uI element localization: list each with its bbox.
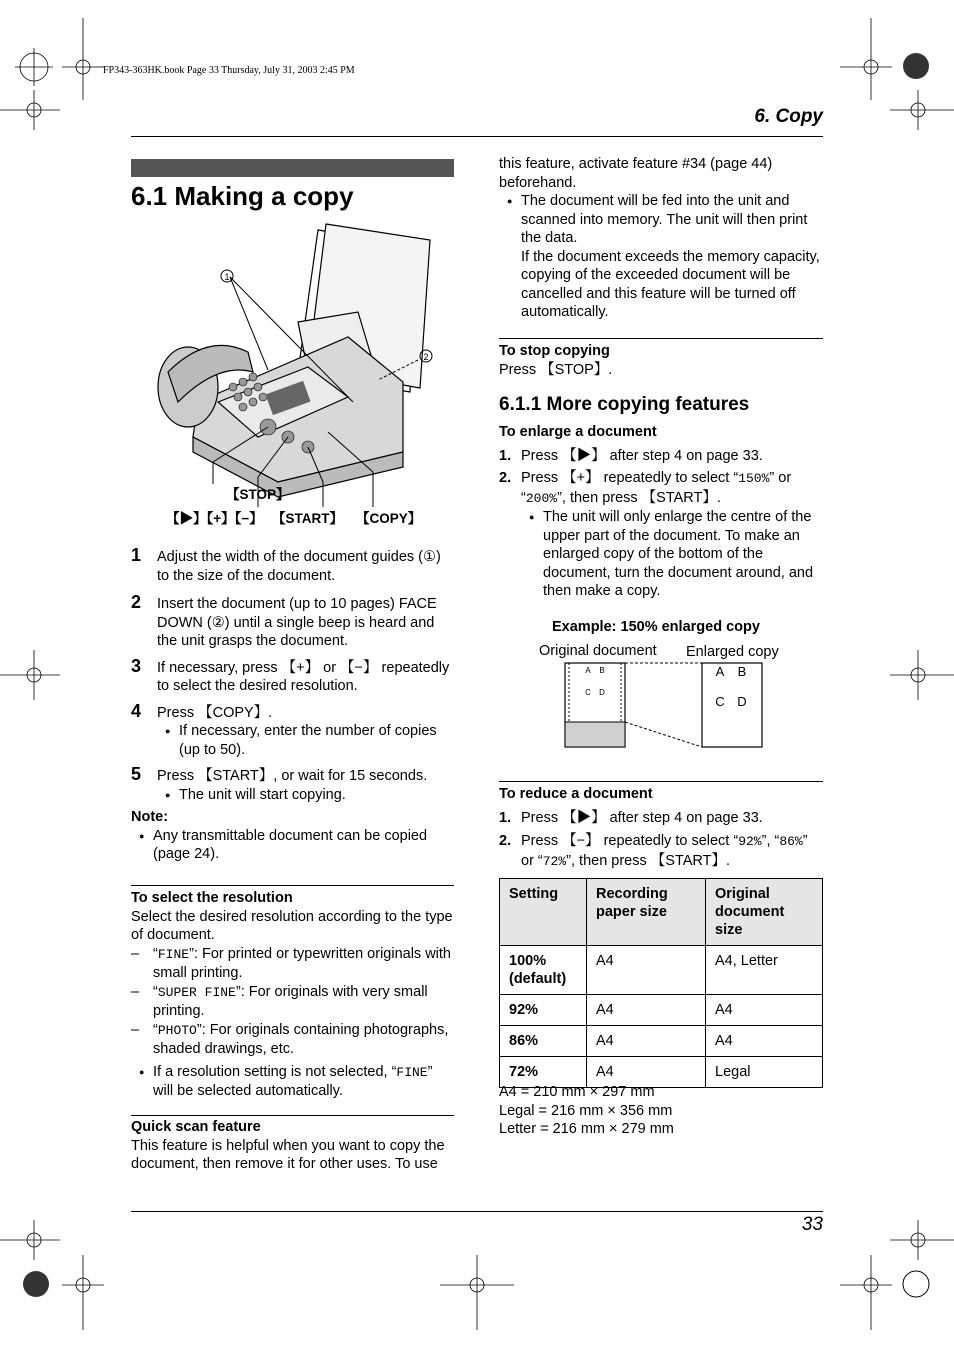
quickscan-continued	[499, 155, 823, 322]
section-title: 6. Copy	[754, 106, 823, 127]
rule-quickscan	[131, 1115, 454, 1116]
table-cell: 92%	[500, 995, 587, 1026]
size-a4: A4 = 210 mm × 297 mm	[499, 1084, 655, 1100]
table-header: Setting	[500, 879, 587, 946]
reduce-step-1: 1. Press 【▶】 after step 4 on page 33.	[499, 809, 763, 826]
table-cell: A4, Letter	[706, 946, 823, 995]
quickscan-text: This feature is helpful when you want to copy the document, then remove it for other uses. To use	[131, 1137, 445, 1172]
enlarged-copy-label: Enlarged copy	[686, 644, 779, 660]
original-doc-label: Original document	[539, 643, 657, 659]
table-cell: A4	[587, 946, 706, 995]
page-number: 33	[801, 1214, 823, 1235]
table-header: Recording paper size	[587, 879, 706, 946]
step-4-bullet: ● If necessary, enter the number of copies (up to 50).	[157, 722, 454, 759]
rule-reduce	[499, 781, 823, 782]
table-row	[500, 946, 823, 995]
callout-2: 2	[423, 352, 429, 362]
stop-text: Press 【STOP】.	[499, 361, 613, 378]
resolution-section	[131, 889, 454, 1101]
res-option-photo: – “PHOTO”: For originals containing photographs, shaded drawings, etc.	[131, 1021, 454, 1059]
table-cell: A4	[706, 995, 823, 1026]
step-1: 1 Adjust the width of the document guides (①) to the size of the document.	[131, 545, 441, 584]
file-info: FP343-363HK.book Page 33 Thursday, July 31, 2003 2:45 PM	[103, 65, 355, 76]
rule-resolution	[131, 885, 454, 886]
header-rule	[131, 136, 823, 137]
table-cell: 100% (default)	[500, 946, 587, 995]
quickscan-cont-text: this feature, activate feature #34 (page 44) beforehand.	[499, 156, 773, 191]
step-5-bullet: ● The unit will start copying.	[157, 786, 454, 805]
more-features-heading: 6.1.1 More copying features	[499, 394, 750, 415]
enlarge-section	[499, 393, 823, 601]
example-title: Example: 150% enlarged copy	[552, 619, 760, 635]
step-5: 5 Press 【START】, or wait for 15 seconds. ● The unit will start copying.	[131, 767, 454, 804]
quickscan-bullet: ● The document will be fed into the unit and scanned into memory. The unit will then print the data. If the document exceeds the memory capacity, copying of the exceeded document will be cancelled and this feature will be turned off automatically.	[499, 192, 823, 322]
enl-letter-d: D	[737, 694, 747, 709]
rule-stop	[499, 338, 823, 339]
table-cell: 86%	[500, 1026, 587, 1057]
reduction-table	[499, 878, 823, 1088]
table-header-row	[500, 879, 823, 946]
page-title: 6.1 Making a copy	[131, 181, 354, 211]
enlarge-step-1: 1. Press 【▶】 after step 4 on page 33.	[499, 447, 763, 464]
title-bar	[131, 159, 454, 177]
enlarge-bullet: ● The unit will only enlarge the centre of the upper part of the document. To make an enlarged copy of the bottom of the document, turn the document around, and then make a copy.	[521, 508, 823, 601]
table-cell: A4	[587, 1026, 706, 1057]
resolution-heading: To select the resolution	[131, 890, 293, 906]
orig-letter-c: C	[585, 688, 591, 697]
table-cell: 72%	[500, 1057, 587, 1088]
stop-section	[499, 342, 823, 379]
orig-letter-b: B	[599, 666, 605, 675]
steps-list	[131, 545, 454, 864]
quickscan-heading: Quick scan feature	[131, 1119, 261, 1135]
orig-letter-d: D	[599, 688, 605, 697]
res-option-superfine: – “SUPER FINE”: For originals with very small printing.	[131, 983, 454, 1021]
quickscan-section	[131, 1118, 454, 1174]
footer-rule	[131, 1211, 823, 1212]
paper-sizes	[499, 1083, 823, 1139]
enlarge-heading: To enlarge a document	[499, 424, 657, 440]
orig-letter-a: A	[585, 666, 591, 675]
table-header: Original document size	[706, 879, 823, 946]
table-row	[500, 1026, 823, 1057]
reduce-section	[499, 785, 823, 871]
callout-1: 1	[224, 272, 230, 282]
note-bullet: ● Any transmittable document can be copied (page 24).	[131, 827, 454, 864]
enlarge-step-2: 2. Press 【+】 repeatedly to select “150%” or “200%”, then press 【START】. ● The unit will only enlarge the centre of the upper part of the document. To make an enlarged copy of the bottom of the document, turn the document around, and then make a copy.	[499, 469, 823, 601]
resolution-intro: Select the desired resolution according to the type of document.	[131, 908, 453, 943]
table-cell: A4	[587, 995, 706, 1026]
size-letter: Letter = 216 mm × 279 mm	[499, 1121, 674, 1137]
enl-letter-c: C	[715, 694, 725, 709]
enlarge-example-diagram	[560, 660, 770, 752]
reduce-step-2: 2. Press 【−】 repeatedly to select “92%”, “86%” or “72%”, then press 【START】.	[499, 833, 808, 869]
stop-heading: To stop copying	[499, 343, 610, 359]
table-cell: Legal	[706, 1057, 823, 1088]
label-copy: 【COPY】	[356, 511, 422, 526]
label-stop: 【STOP】	[226, 487, 290, 502]
note-label: Note:	[131, 809, 169, 825]
fax-machine-illustration	[148, 222, 458, 512]
enl-letter-b: B	[737, 664, 747, 679]
res-option-fine: – “FINE”: For printed or typewritten originals with small printing.	[131, 945, 454, 983]
label-nav-keys: 【▶】【+】【−】	[166, 511, 263, 526]
table-cell: A4	[587, 1057, 706, 1088]
enl-letter-a: A	[715, 664, 725, 679]
size-legal: Legal = 216 mm × 356 mm	[499, 1102, 673, 1119]
step-3: 3 If necessary, press 【+】 or 【−】 repeatedly to select the desired resolution.	[131, 655, 450, 694]
step-2: 2 Insert the document (up to 10 pages) FACE DOWN (②) until a single beep is heard and the unit grasps the document.	[131, 592, 437, 649]
res-default-bullet: ● If a resolution setting is not selected, “FINE” will be selected automatically.	[131, 1063, 454, 1101]
reduce-heading: To reduce a document	[499, 786, 653, 802]
step-4: 4 Press 【COPY】. ● If necessary, enter the number of copies (up to 50).	[131, 704, 454, 760]
table-row	[500, 995, 823, 1026]
table-cell: A4	[706, 1026, 823, 1057]
label-start: 【START】	[272, 511, 343, 526]
